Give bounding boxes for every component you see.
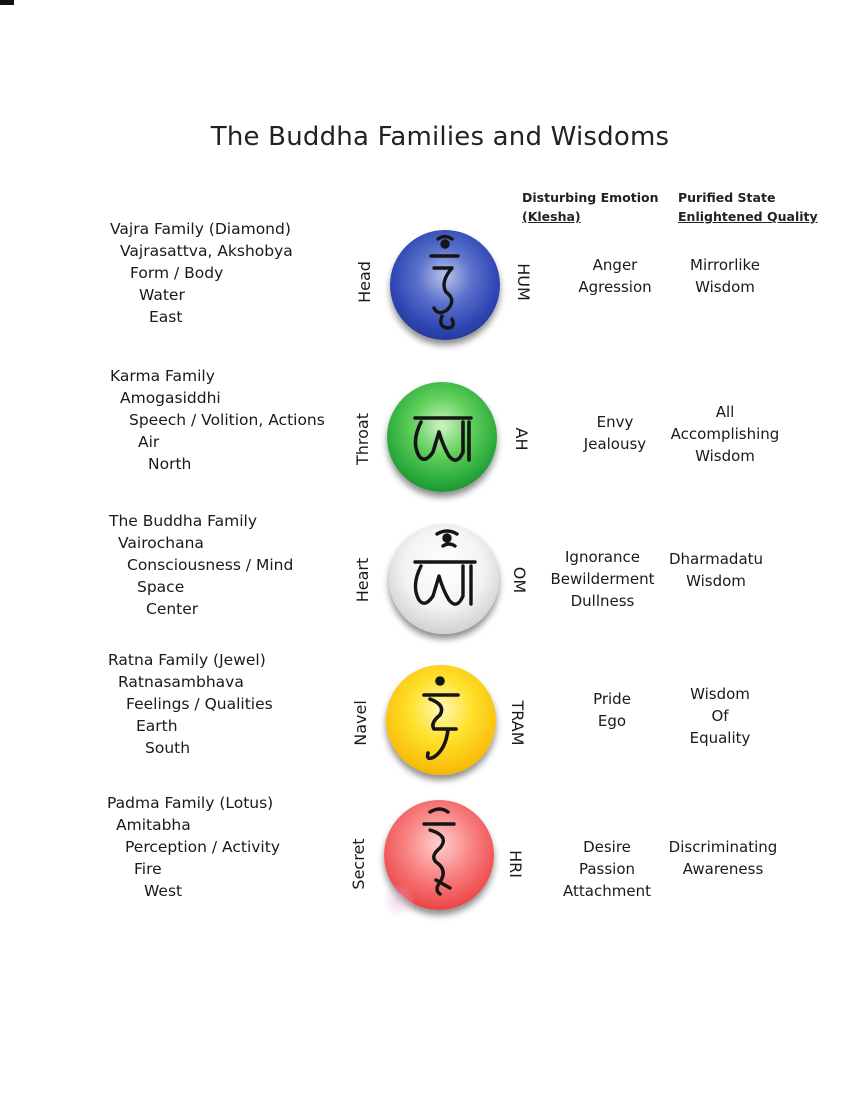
family-aspect: Perception / Activity <box>125 838 280 856</box>
wisdom-item: Awareness <box>682 860 764 878</box>
disturbing-emotion <box>565 411 665 455</box>
family-row-ratna <box>0 649 850 779</box>
family-direction: Center <box>146 600 199 618</box>
wisdom-item: All <box>715 403 735 421</box>
emotion-item: Envy <box>596 413 634 431</box>
disturbing-emotion <box>545 546 660 612</box>
seed-syllable-orb-ah <box>387 382 497 492</box>
emotion-item: Bewilderment <box>550 570 655 588</box>
family-row-karma <box>0 365 850 495</box>
syllable-label: HUM <box>514 263 533 301</box>
emotion-item: Passion <box>578 860 636 878</box>
seed-syllable-orb-tram <box>386 665 496 775</box>
emotion-item: Pride <box>593 690 631 708</box>
scan-smudge <box>384 880 414 920</box>
family-buddha: Ratnasambhava <box>118 673 244 691</box>
family-element: Earth <box>136 717 178 735</box>
tram-glyph-icon <box>386 665 496 775</box>
family-aspect: Feelings / Qualities <box>126 695 273 713</box>
seed-syllable-orb-hum <box>390 230 500 340</box>
syllable-label: OM <box>510 566 529 594</box>
om-glyph-icon <box>389 524 499 634</box>
wisdom-item: Mirrorlike <box>690 256 760 274</box>
emotion-item: Desire <box>583 838 631 856</box>
location-label: Heart <box>353 557 372 603</box>
location-label: Head <box>355 261 374 303</box>
family-buddha: Amogasiddhi <box>120 389 221 407</box>
family-direction: South <box>145 739 191 757</box>
family-row-padma <box>0 792 850 922</box>
location-label: Secret <box>349 838 368 890</box>
emotion-item: Agression <box>578 278 652 296</box>
wisdom-item: Of <box>711 707 729 725</box>
wisdom-item: Accomplishing <box>670 425 780 443</box>
family-name: Vajra Family (Diamond) <box>110 220 291 238</box>
family-direction: East <box>149 308 183 326</box>
seed-syllable-orb-om <box>389 524 499 634</box>
scan-corner-mark <box>0 0 14 5</box>
disturbing-emotion <box>552 836 662 902</box>
emotion-item: Ego <box>597 712 627 730</box>
family-name: Ratna Family (Jewel) <box>108 651 266 669</box>
location-label: Throat <box>353 413 372 466</box>
hum-glyph-icon <box>390 230 500 340</box>
wisdom-item: Wisdom <box>695 447 755 465</box>
wisdom-item: Wisdom <box>690 685 750 703</box>
syllable-label: AH <box>512 427 531 451</box>
family-direction: West <box>144 882 183 900</box>
emotion-item: Dullness <box>570 592 635 610</box>
location-label: Navel <box>351 700 370 746</box>
wisdom-item: Equality <box>689 729 751 747</box>
wisdom-item: Wisdom <box>686 572 746 590</box>
enlightened-quality <box>656 548 776 592</box>
syllable-label: HRI <box>506 850 525 878</box>
enlightened-quality <box>665 401 785 467</box>
family-aspect: Consciousness / Mind <box>127 556 294 574</box>
column-header-emotion-line2: (Klesha) <box>522 209 581 224</box>
disturbing-emotion <box>562 688 662 732</box>
ah-glyph-icon <box>387 382 497 492</box>
wisdom-item: Discriminating <box>668 838 778 856</box>
wisdom-item: Wisdom <box>695 278 755 296</box>
family-aspect: Speech / Volition, Actions <box>129 411 325 429</box>
family-element: Air <box>138 433 160 451</box>
family-direction: North <box>148 455 192 473</box>
family-aspect: Form / Body <box>130 264 224 282</box>
family-row-vajra <box>0 218 850 348</box>
family-element: Water <box>139 286 185 304</box>
family-name: The Buddha Family <box>109 512 258 530</box>
emotion-item: Jealousy <box>583 435 647 453</box>
family-row-buddha <box>0 510 850 640</box>
family-name: Karma Family <box>110 367 215 385</box>
emotion-item: Anger <box>592 256 638 274</box>
family-buddha: Amitabha <box>116 816 191 834</box>
wisdom-item: Dharmadatu <box>668 550 764 568</box>
enlightened-quality <box>660 683 780 749</box>
syllable-label: TRAM <box>508 700 527 746</box>
column-header-purified-line1: Purified State <box>678 190 776 205</box>
emotion-item: Attachment <box>563 882 651 900</box>
page-title: The Buddha Families and Wisdoms <box>210 122 670 152</box>
enlightened-quality <box>662 836 784 880</box>
column-header-emotion-line1: Disturbing Emotion <box>522 190 659 205</box>
emotion-item: Ignorance <box>565 548 640 566</box>
family-buddha: Vairochana <box>118 534 204 552</box>
family-element: Fire <box>134 860 162 878</box>
family-element: Space <box>137 578 185 596</box>
family-buddha: Vajrasattva, Akshobya <box>120 242 293 260</box>
family-name: Padma Family (Lotus) <box>107 794 274 812</box>
disturbing-emotion <box>565 254 665 298</box>
column-header-purified-line2: Enlightened Quality <box>678 209 818 224</box>
enlightened-quality <box>665 254 785 298</box>
